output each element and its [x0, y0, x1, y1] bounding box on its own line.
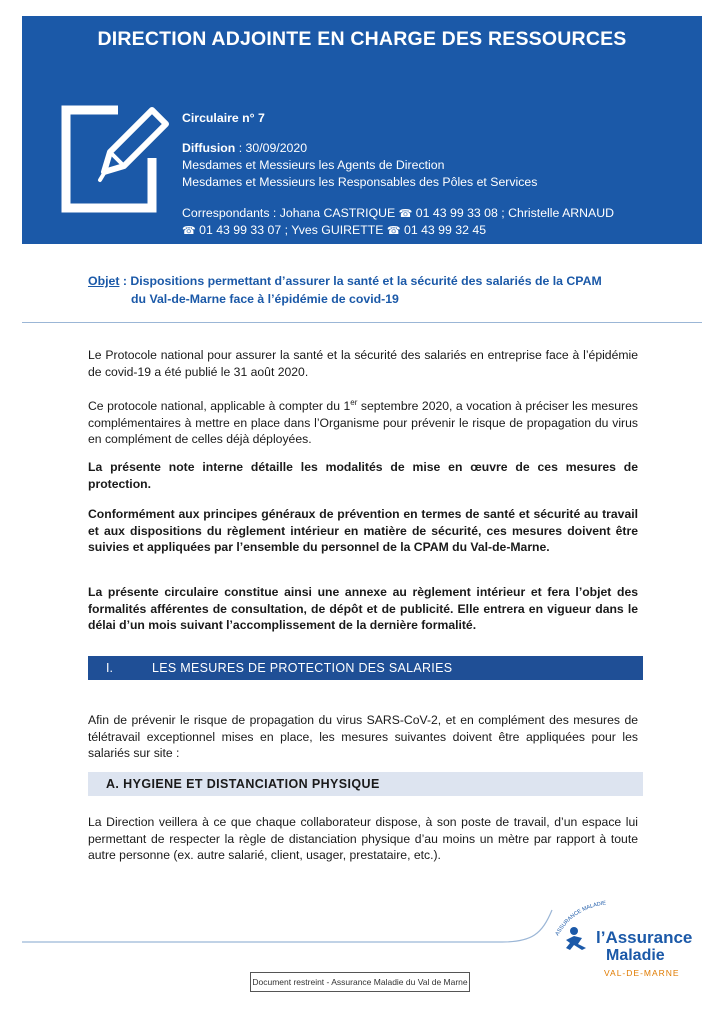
- subject-line: du Val-de-Marne face à l’épidémie de covid-19: [131, 292, 399, 306]
- body-paragraph: Conformément aux principes généraux de prévention en termes de santé et sécurité au travail et aux dispositions du règlement intérieur en matière de sécurité, ces mesures doivent être suivies et appliquées par l’ensemble du personnel de la CPAM du Val-de-Marne.: [88, 507, 638, 554]
- logo-text: l’Assurance: [596, 928, 693, 947]
- body-paragraph: La présente circulaire constitue ainsi une annexe au règlement intérieur et fera l’objet des formalités afférentes de consultation, de dépôt et de publicité. Elle entrera en vigueur dans le délai d’un mois suivant l’accomplissement de la dernière formalité.: [88, 585, 638, 632]
- subject-line: Objet : Dispositions permettant d’assurer la santé et la sécurité des salariés de la CPAM: [88, 274, 602, 288]
- subsection-heading: [88, 772, 643, 796]
- section-number: I.: [106, 661, 113, 675]
- phone-icon: ☎: [386, 225, 401, 237]
- footer-confidentiality: Document restreint - Assurance Maladie du Val de Marne: [250, 972, 470, 992]
- header-banner: [22, 16, 702, 244]
- body-paragraph: Ce protocole national, applicable à compter du 1er septembre 2020, a vocation à préciser les mesures complémentaires à mettre en place dans l’Organisme pour prévenir le risque de propagation du virus en complément de celles déjà déployées.: [88, 398, 638, 447]
- correspondants-line: ☎ 01 43 99 33 07 ; Yves GUIRETTE ☎ 01 43 99 32 45: [182, 222, 486, 240]
- footer-divider: [22, 900, 582, 950]
- divider: [22, 322, 702, 323]
- phone-icon: ☎: [398, 208, 413, 220]
- subsection-title: A. HYGIENE ET DISTANCIATION PHYSIQUE: [106, 777, 380, 791]
- subject-label: Objet: [88, 274, 120, 288]
- svg-text:ASSURANCE MALADIE: ASSURANCE MALADIE: [554, 900, 607, 937]
- diffusion-line: Diffusion : 30/09/2020: [182, 141, 308, 155]
- header-title: DIRECTION ADJOINTE EN CHARGE DES RESSOURCES: [97, 28, 627, 50]
- logo-text: Maladie: [606, 947, 665, 964]
- recipient-line: Mesdames et Messieurs les Responsables des Pôles et Services: [182, 175, 538, 189]
- circulaire-number: Circulaire n° 7: [182, 111, 265, 125]
- logo-region: VAL-DE-MARNE: [604, 968, 680, 978]
- assurance-maladie-logo: [548, 898, 698, 978]
- correspondants-line: Correspondants : Johana CASTRIQUE ☎ 01 43 99 33 08 ; Christelle ARNAUD: [182, 205, 614, 223]
- logo-figure-icon: [566, 927, 586, 950]
- body-paragraph: La présente note interne détaille les modalités de mise en œuvre de ces mesures de protection.: [88, 460, 638, 491]
- section-title: LES MESURES DE PROTECTION DES SALARIES: [152, 661, 453, 675]
- recipient-line: Mesdames et Messieurs les Agents de Direction: [182, 158, 445, 172]
- subject-block: [88, 272, 648, 308]
- body-paragraph: Le Protocole national pour assurer la santé et la sécurité des salariés en entreprise face à l’épidémie de covid-19 a été publié le 31 août 2020.: [88, 348, 638, 379]
- phone-icon: ☎: [182, 225, 196, 237]
- body-paragraph: La Direction veillera à ce que chaque collaborateur dispose, à son poste de travail, d’un espace lui permettant de respecter la règle de distanciation physique d’au moins un mètre par rapport à toute autre personne (ex. autre salarié, client, usager, prestataire, etc.).: [88, 815, 638, 862]
- body-paragraph: Afin de prévenir le risque de propagation du virus SARS-CoV-2, et en complément des mesures de télétravail exceptionnel mises en place, les mesures suivantes doivent être appliquées pour les salariés sur site :: [88, 713, 638, 760]
- section-heading: [88, 656, 643, 680]
- document-edit-icon: [56, 100, 172, 216]
